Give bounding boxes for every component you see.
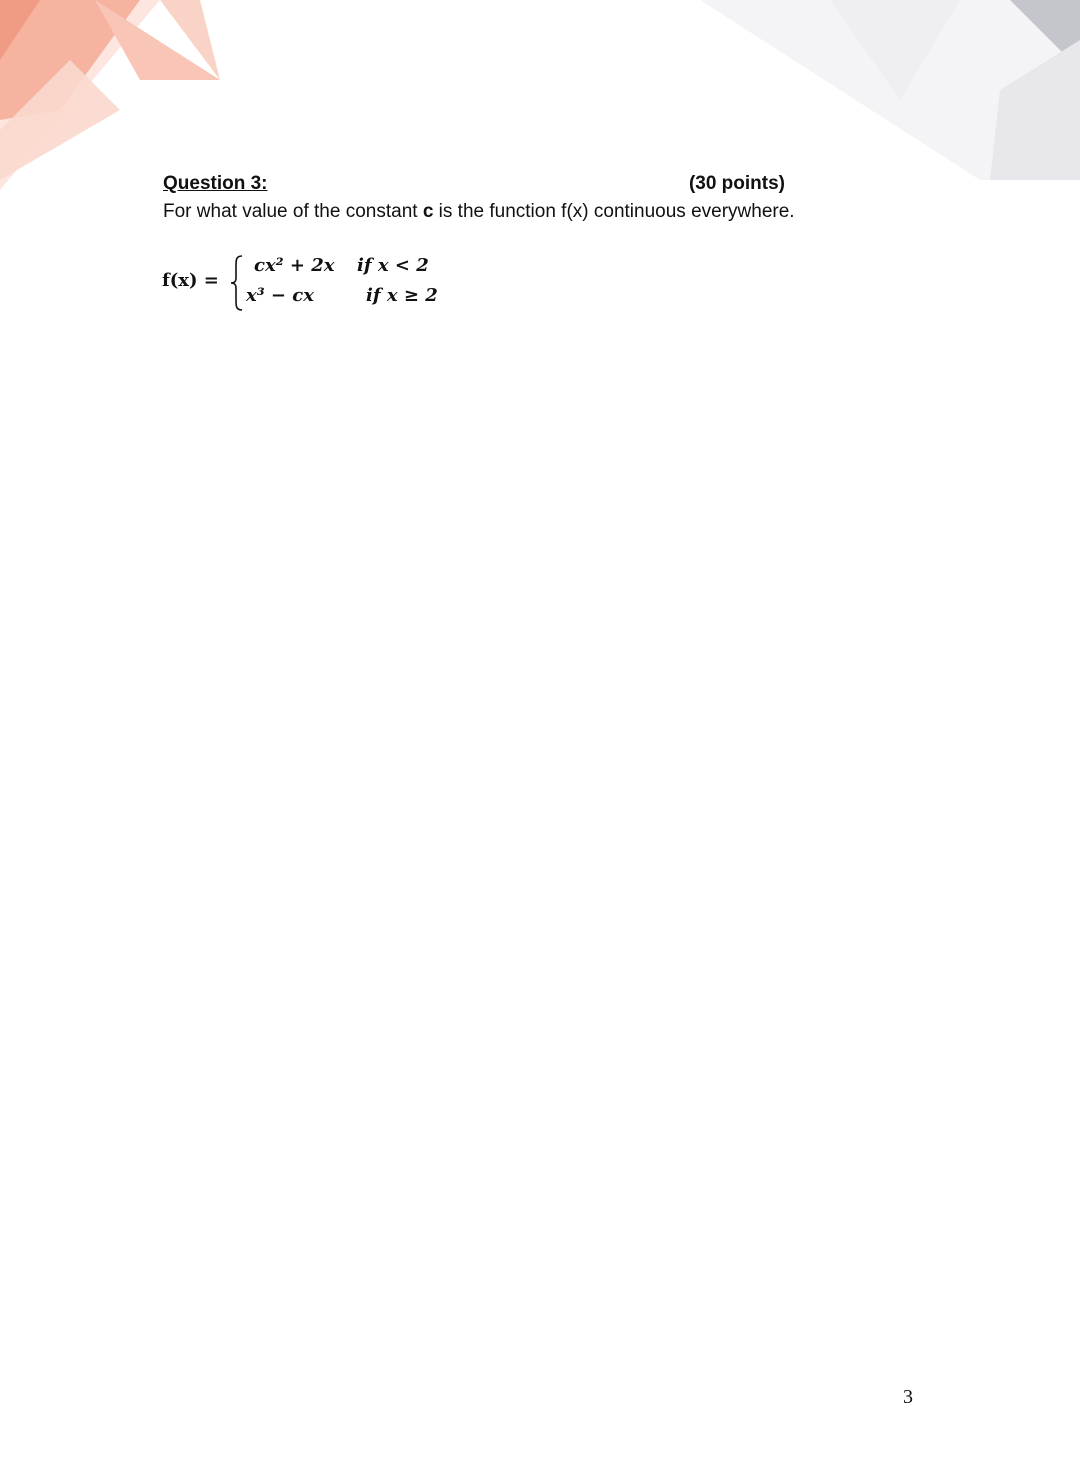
question-header (163, 173, 785, 199)
function-lhs: f(x) = (162, 270, 219, 291)
question-title: Question 3: (163, 173, 268, 194)
decorative-header-art (0, 0, 1080, 200)
question-points: (30 points) (688, 173, 785, 194)
left-brace (230, 254, 244, 312)
piecewise-function (162, 252, 462, 316)
prompt-text-start: For what value of the constant (163, 201, 423, 222)
prompt-constant: c (422, 201, 434, 222)
prompt-text-end: is the function f(x) continuous everywhere. (433, 201, 795, 222)
case2-expression: x³ − cx (246, 285, 314, 306)
case1-condition: if x < 2 (357, 255, 429, 276)
question-prompt (163, 201, 795, 223)
page-number: 3 (903, 1386, 913, 1408)
case2-condition: if x ≥ 2 (366, 285, 438, 306)
case1-expression: cx² + 2x (254, 255, 335, 276)
